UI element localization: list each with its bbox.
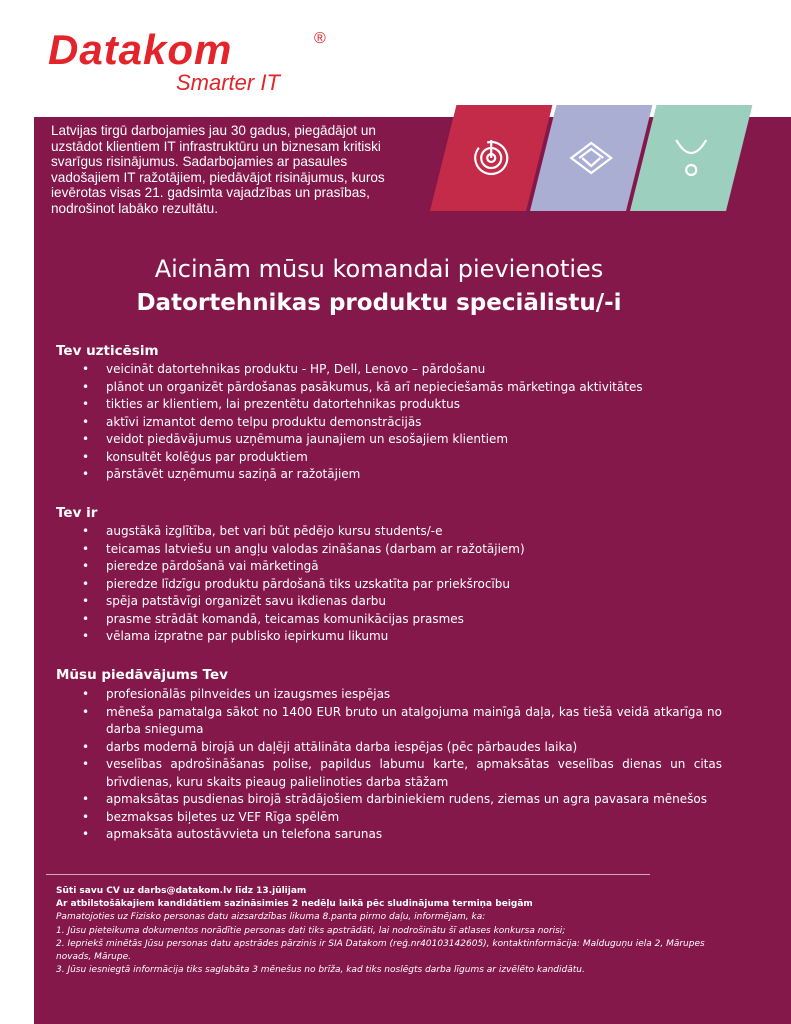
list-item: • apmaksāta autostāvvieta un telefona sarunas [82, 826, 722, 844]
list-item: • aktīvi izmantot demo telpu produktu demonstrācijās [82, 414, 722, 432]
contact-note: Ar atbilstošākajiem kandidātiem sazināsimies 2 nedēļu laikā pēc sludinājuma termiņa beigām [56, 899, 533, 910]
privacy-point-1: 1. Jūsu pieteikuma dokumentos norādītie personas dati tiks apstrādāti, lai nodrošinātu šī atlases konkursa norisi; [56, 925, 566, 936]
privacy-point-2: 2. Iepriekš minētās Jūsu personas datu apstrādes pārzinis ir SIA Datakom (reģ.nr40103142605), kontaktinformācija: Malduguņu iela 2, Mārupes novads, Mārupe. [56, 938, 705, 963]
trust-list [82, 361, 722, 484]
list-item: • teicamas latviešu un angļu valodas zināšanas (darbam ar ražotājiem) [82, 541, 722, 559]
list-item: • mēneša pamatalga sākot no 1400 EUR bruto un atalgojuma mainīgā daļa, kas tiešā veidā atkarīga no darba snieguma [82, 704, 722, 739]
section-title-offer: Mūsu piedāvājums Tev [56, 667, 228, 683]
list-item: • apmaksātas pusdienas birojā strādājošiem darbiniekiem rudens, ziemas un agra pavasara mēnešos [82, 791, 722, 809]
section-title-have: Tev ir [56, 505, 98, 521]
privacy-point-3: 3. Jūsu iesniegtā informācija tiks saglabāta 3 mēnešus no brīža, kad tiks noslēgts darba līgums ar izvēlēto kandidātu. [56, 965, 585, 976]
list-item: • tikties ar klientiem, lai prezentētu datortehnikas produktus [82, 396, 722, 414]
tile-pendant [630, 105, 752, 211]
list-item: • augstākā izglītība, bet vari būt pēdējo kursu students/-e [82, 523, 722, 541]
list-item: • vēlama izpratne par publisko iepirkumu likumu [82, 628, 722, 646]
list-item: • pārstāvēt uzņēmumu saziņā ar ražotājiem [82, 466, 722, 484]
logo-brand: Datakom [48, 26, 233, 73]
list-item: • pieredze pārdošanā vai mārketingā [82, 558, 722, 576]
list-item: • prasme strādāt komandā, teicamas komunikācijas prasmes [82, 611, 722, 629]
list-item: • darbs modernā birojā un daļēji attālināta darba iespējas (pēc pārbaudes laika) [82, 739, 722, 757]
list-item: • konsultēt kolēģus par produktiem [82, 449, 722, 467]
diamond-icon [568, 140, 614, 176]
footer [56, 885, 736, 977]
list-item: • bezmaksas biļetes uz VEF Rīga spēlēm [82, 809, 722, 827]
headline-position: Datortehnikas produktu speciālistu/-i [136, 290, 622, 316]
list-item: • veicināt datortehnikas produktu - HP, Dell, Lenovo – pārdošanu [82, 361, 722, 379]
list-item: • veselības apdrošināšanas polise, papildus labumu karte, apmaksātas veselības dienas un citas brīvdienas, kuru skaits pieaug palielinoties darba stāžam [82, 756, 722, 791]
list-item: • pieredze līdzīgu produktu pārdošanā tiks uzskatīta par priekšrocību [82, 576, 722, 594]
logo-registered-mark: ® [314, 30, 326, 47]
list-item: • plānot un organizēt pārdošanas pasākumus, kā arī nepieciešamās mārketinga aktivitātes [82, 379, 722, 397]
target-icon [471, 138, 511, 178]
section-title-trust: Tev uzticēsim [56, 343, 159, 359]
list-item: • spēja patstāvīgi organizēt savu ikdienas darbu [82, 593, 722, 611]
datakom-logo [48, 26, 326, 95]
list-item: • veidot piedāvājumus uzņēmuma jaunajiem un esošajiem klientiem [82, 431, 722, 449]
have-list [82, 523, 722, 646]
footer-divider [46, 874, 650, 875]
company-intro: Latvijas tirgū darbojamies jau 30 gadus, piegādājot un uzstādot klientiem IT infrastruktūru un biznesam kritiski svarīgus risinājumus. Sadarbojamies ar pasaules vadošajiem IT ražotājiem, piedāvājot risinājumus, kuros ievērotas visas 21. gadsimta vajadzības un prasības, nodrošinot labāko rezultātu. [51, 123, 385, 216]
content-panel [34, 117, 791, 1024]
headline-invite: Aicinām mūsu komandai pievienoties [154, 255, 604, 283]
list-item: • profesionālās pilnveides un izaugsmes iespējas [82, 686, 722, 704]
logo-tagline: Smarter IT [176, 70, 280, 95]
offer-list [82, 686, 722, 844]
pendant-icon [671, 136, 711, 180]
apply-instruction: Sūti savu CV uz darbs@datakom.lv līdz 13.jūlijam [56, 886, 307, 896]
privacy-intro: Pamatojoties uz Fizisko personas datu aizsardzības likuma 8.panta pirmo daļu, informējam, ka: [56, 912, 486, 923]
